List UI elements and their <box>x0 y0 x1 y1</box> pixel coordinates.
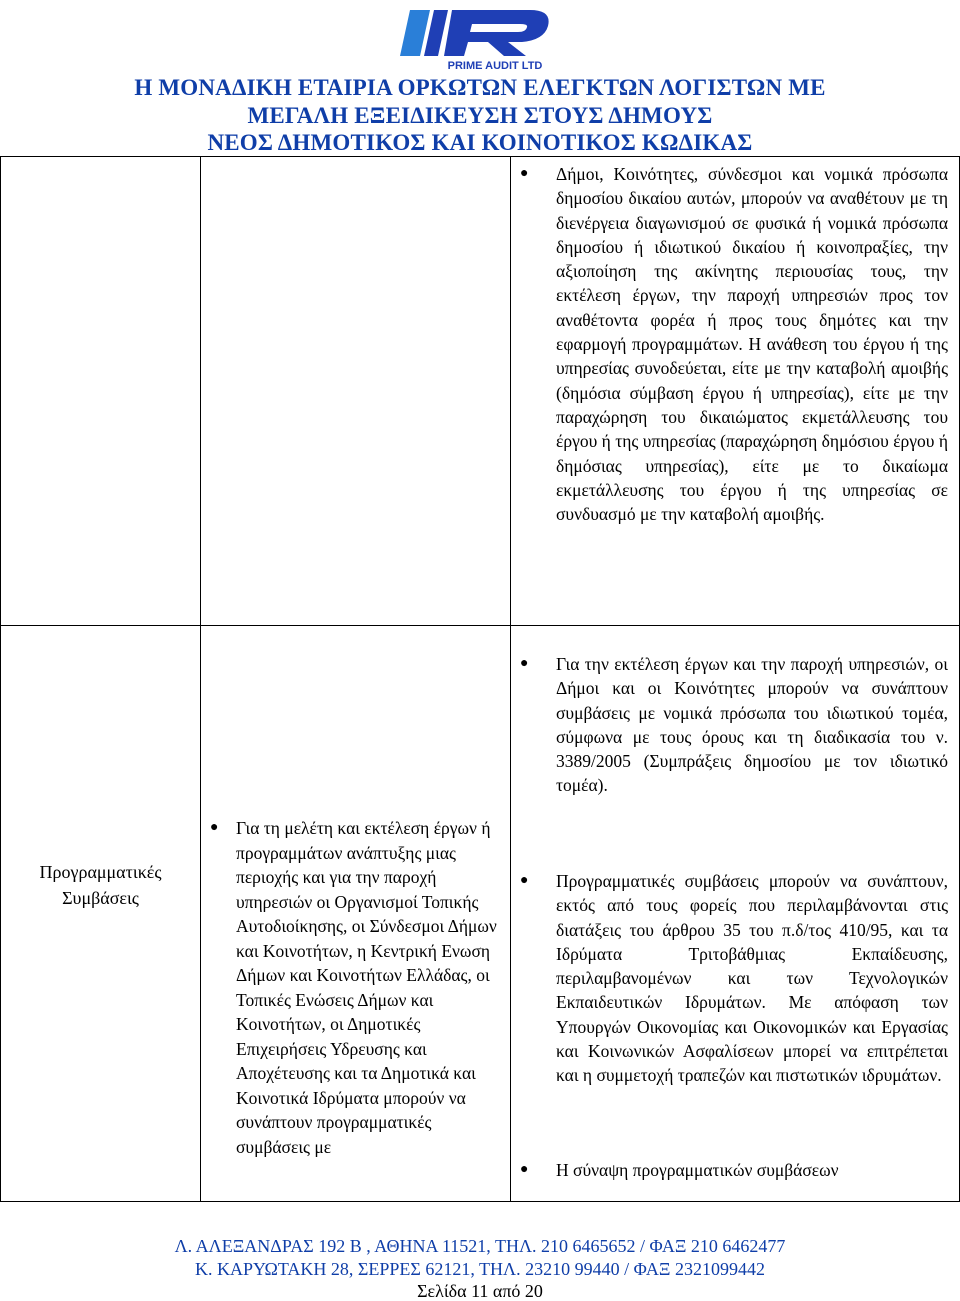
row2-label-line-2: Συμβάσεις <box>62 888 139 908</box>
logo-mark <box>400 10 549 56</box>
logo-text: PRIME AUDIT LTD <box>447 60 543 72</box>
header-title-line-3: ΝΕΟΣ ΔΗΜΟΤΙΚΟΣ ΚΑΙ ΚΟΙΝΟΤΙΚΟΣ ΚΩΔΙΚΑΣ <box>207 130 753 155</box>
bullet-icon: ● <box>520 873 529 888</box>
header-title-line-1: Η ΜΟΝΑΔΙΚΗ ΕΤΑΙΡΙΑ ΟΡΚΩΤΩΝ ΕΛΕΓΚΤΩΝ ΛΟΓΙΣΤΩΝ ΜΕ <box>134 75 826 100</box>
row2-col3-bullet-2-text: Προγραμματικές συμβάσεις μπορούν να συνάπτουν, εκτός από τους φορείς που περιλαμβάνονται στις διατάξεις του άρθρου 35 του π.δ/τος 410/95, και τα Ιδρύματα Τριτοβάθμιας Εκπαίδευσης, περιλαμβανομένων και των Τεχνολογικών Εκπαιδευτικών Ιδρυμάτων. Με απόφαση των Υπουργών Οικονομίας και Οικονομικών και Εργασίας και Κοινωνικών Ασφαλίσεων μπορεί να επιτρέπεται και η συμμετοχή τραπεζών και πιστωτικών ιδρυμάτων. <box>556 871 948 1086</box>
footer-address-serres: Κ. ΚΑΡΥΩΤΑΚΗ 28, ΣΕΡΡΕΣ 62121, ΤΗΛ. 23210 99440 / ΦΑΞ 2321099442 <box>195 1259 765 1279</box>
bullet-icon: ● <box>520 1162 529 1177</box>
table-cell-row1-col1 <box>0 156 201 626</box>
content-table <box>0 156 960 1202</box>
bullet-icon: ● <box>520 656 529 671</box>
prime-audit-logo <box>400 6 560 72</box>
row2-col2-bullet-text: Για τη μελέτη και εκτέλεση έργων ή προγραμμάτων ανάπτυξης μιας περιοχής και για την παροχή υπηρεσιών οι Οργανισμοί Τοπικής Αυτοδιοίκησης, οι Σύνδεσμοι Δήμων και Κοινοτήτων, η Κεντρική Ενωση Δήμων και Κοινοτήτων Ελλάδας, οι Τοπικές Ενώσεις Δήμων και Κοινοτήτων, οι Δημοτικές Επιχειρήσεις Υδρευσης και Αποχέτευσης και τα Δημοτικά και Κοινοτικά Ιδρύματα μπορούν να συνάπτουν προγραμματικές συμβάσεις με <box>236 818 497 1157</box>
row2-col3-bullet-1-text: Για την εκτέλεση έργων και την παροχή υπηρεσιών, οι Δήμοι και οι Κοινότητες μπορούν να συνάπτουν συμβάσεις με νομικά πρόσωπα του ιδιωτικού τομέα, σύμφωνα με τους όρους και τη διαδικασία του ν. 3389/2005 (Συμπράξεις δημοσίου με τον ιδιωτικό τομέα). <box>556 654 948 796</box>
row2-label-line-1: Προγραμματικές <box>39 862 162 882</box>
row1-col3-bullet-text: Δήμοι, Κοινότητες, σύνδεσμοι και νομικά πρόσωπα δημοσίου δικαίου αυτών, μπορούν να αναθέτουν με τη διενέργεια διαγωνισμού σε φυσικά ή νομικά πρόσωπα δημοσίου ή ιδιωτικού δικαίου ή κοινοπραξίες, την αξιοποίηση της ακίνητης περιουσίας τους, την εκτέλεση έργων, την παροχή υπηρεσιών προς τον αναθέτοντα φορέα ή προς τους δημότες και την εφαρμογή προγραμμάτων. Η ανάθεση του έργου ή της υπηρεσίας συνοδεύεται, είτε με την καταβολή αμοιβής (δημόσια σύμβαση έργου ή υπηρεσίας), είτε με την παραχώρηση του δικαιώματος εκμετάλλευσης του έργου ή της υπηρεσίας (παραχώρηση δημόσιου έργου ή δημόσιας υπηρεσίας), είτε με το δικαίωμα εκμετάλλευσης του έργου ή της υπηρεσίας σε συνδυασμό με την καταβολή αμοιβής. <box>556 164 948 525</box>
page-number: Σελίδα 11 από 20 <box>417 1281 543 1301</box>
footer-address-athens: Λ. ΑΛΕΞΑΝΔΡΑΣ 192 Β , ΑΘΗΝΑ 11521, ΤΗΛ. 210 6465652 / ΦΑΞ 210 6462477 <box>174 1236 786 1256</box>
table-cell-row1-col2 <box>200 156 511 626</box>
row2-label <box>0 859 201 911</box>
bullet-icon: ● <box>520 166 529 181</box>
bullet-icon: ● <box>210 820 219 835</box>
header-title-line-2: ΜΕΓΑΛΗ ΕΞΕΙΔΙΚΕΥΣΗ ΣΤΟΥΣ ΔΗΜΟΥΣ <box>247 103 713 128</box>
table-cell-row2-col1 <box>0 625 201 1202</box>
row2-col3-bullet-3-text: Η σύναψη προγραμματικών συμβάσεων <box>556 1160 839 1180</box>
